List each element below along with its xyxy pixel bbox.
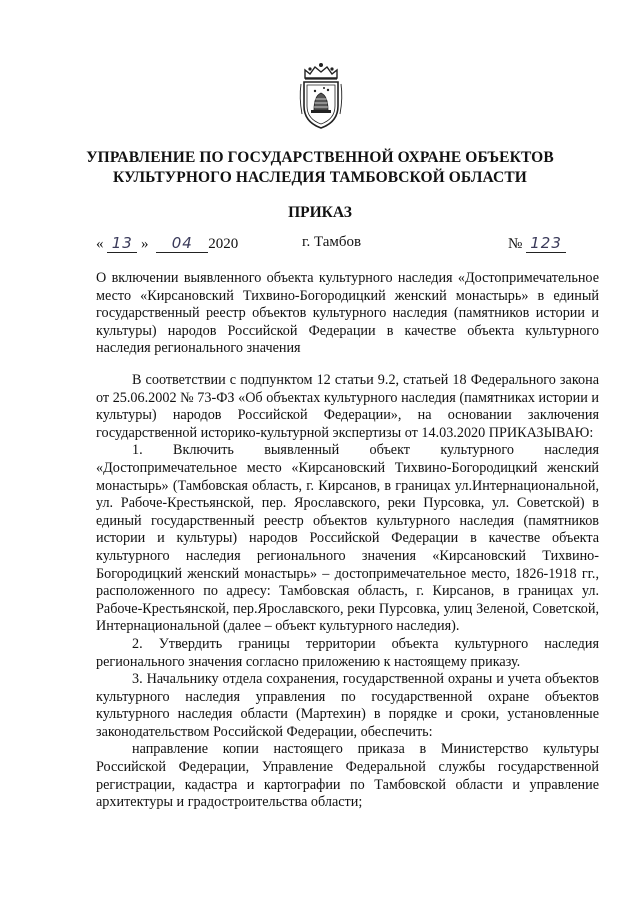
date-day-handwritten: 13 bbox=[107, 234, 137, 253]
item-3-paragraph: 3. Начальнику отдела сохранения, государственной охраны и учета объектов культурного наследия управления по государственной охране объектов культурного наследия области (Мартехин) в порядке и сроки, установленные законодательством Российской Федерации, обеспечить: bbox=[96, 671, 599, 740]
number-sign: № bbox=[508, 236, 523, 252]
preamble-paragraph: В соответствии с подпунктом 12 статьи 9.2, статьей 18 Федерального закона от 25.06.2002 № 73-ФЗ «Об объектах культурного наследия (памятниках истории и культуры) народов Российской Федерации», на основании заключения государственной историко-культурной экспертизы от 14.03.2020 ПРИКАЗЫВАЮ: bbox=[96, 372, 599, 441]
date-quote-close: » bbox=[141, 236, 149, 252]
order-body bbox=[96, 372, 599, 812]
date-month-handwritten: 04 bbox=[156, 234, 208, 253]
order-date bbox=[96, 234, 238, 253]
order-number-handwritten: 123 bbox=[526, 234, 566, 253]
date-quote-open: « bbox=[96, 236, 104, 252]
order-city: г. Тамбов bbox=[302, 234, 362, 250]
agency-name-line-1: УПРАВЛЕНИЕ ПО ГОСУДАРСТВЕННОЙ ОХРАНЕ ОБЪЕКТОВ bbox=[86, 149, 554, 166]
order-number bbox=[508, 234, 566, 253]
agency-name-line-2: КУЛЬТУРНОГО НАСЛЕДИЯ ТАМБОВСКОЙ ОБЛАСТИ bbox=[113, 169, 527, 186]
item-3a-paragraph: направление копии настоящего приказа в Министерство культуры Российской Федерации, Управление Федеральной службы государственной регистрации, кадастра и картографии по Тамбовской области и управление архитектуры и градостроительства области; bbox=[96, 741, 599, 811]
order-dateline bbox=[96, 234, 562, 258]
item-1-paragraph: 1. Включить выявленный объект культурного наследия «Достопримечательное место «Кирсановский Тихвино-Богородицкий женский монастырь» (Тамбовская область, г. Кирсанов, в границах ул.Интернациональной, ул. Рабоче-Крестьянской, пер. Ярославского, реки Пурсовка, ул. Советской) в единый государственный реестр объектов культурного наследия (памятников истории и культуры) народов Российской Федерации в качестве объекта культурного наследия регионального значения «Кирсановский Тихвино-Богородицкий женский монастырь» – достопримечательное место, 1826-1918 гг., расположенного по адресу: Тамбовская область, г. Кирсанов, в границах ул. Рабоче-Крестьянской, пер.Ярославского, реки Пурсовка, улиц Зеленой, Советской, Интернациональной (далее – объект культурного наследия). bbox=[96, 442, 599, 635]
subject-paragraph: О включении выявленного объекта культурного наследия «Достопримечательное место «Кирсановский Тихвино-Богородицкий женский монастырь» в единый государственный реестр объектов культурного наследия (памятников истории и культуры) народов Российской Федерации в качестве объекта культурного наследия регионального значения bbox=[96, 270, 599, 357]
tambov-region-coat-of-arms-icon bbox=[298, 58, 344, 132]
date-year: 2020 bbox=[208, 236, 239, 252]
item-2-paragraph: 2. Утвердить границы территории объекта культурного наследия регионального значения согласно приложению к настоящему приказу. bbox=[96, 635, 599, 670]
order-subject bbox=[96, 270, 599, 358]
document-type-title: ПРИКАЗ bbox=[288, 204, 352, 221]
